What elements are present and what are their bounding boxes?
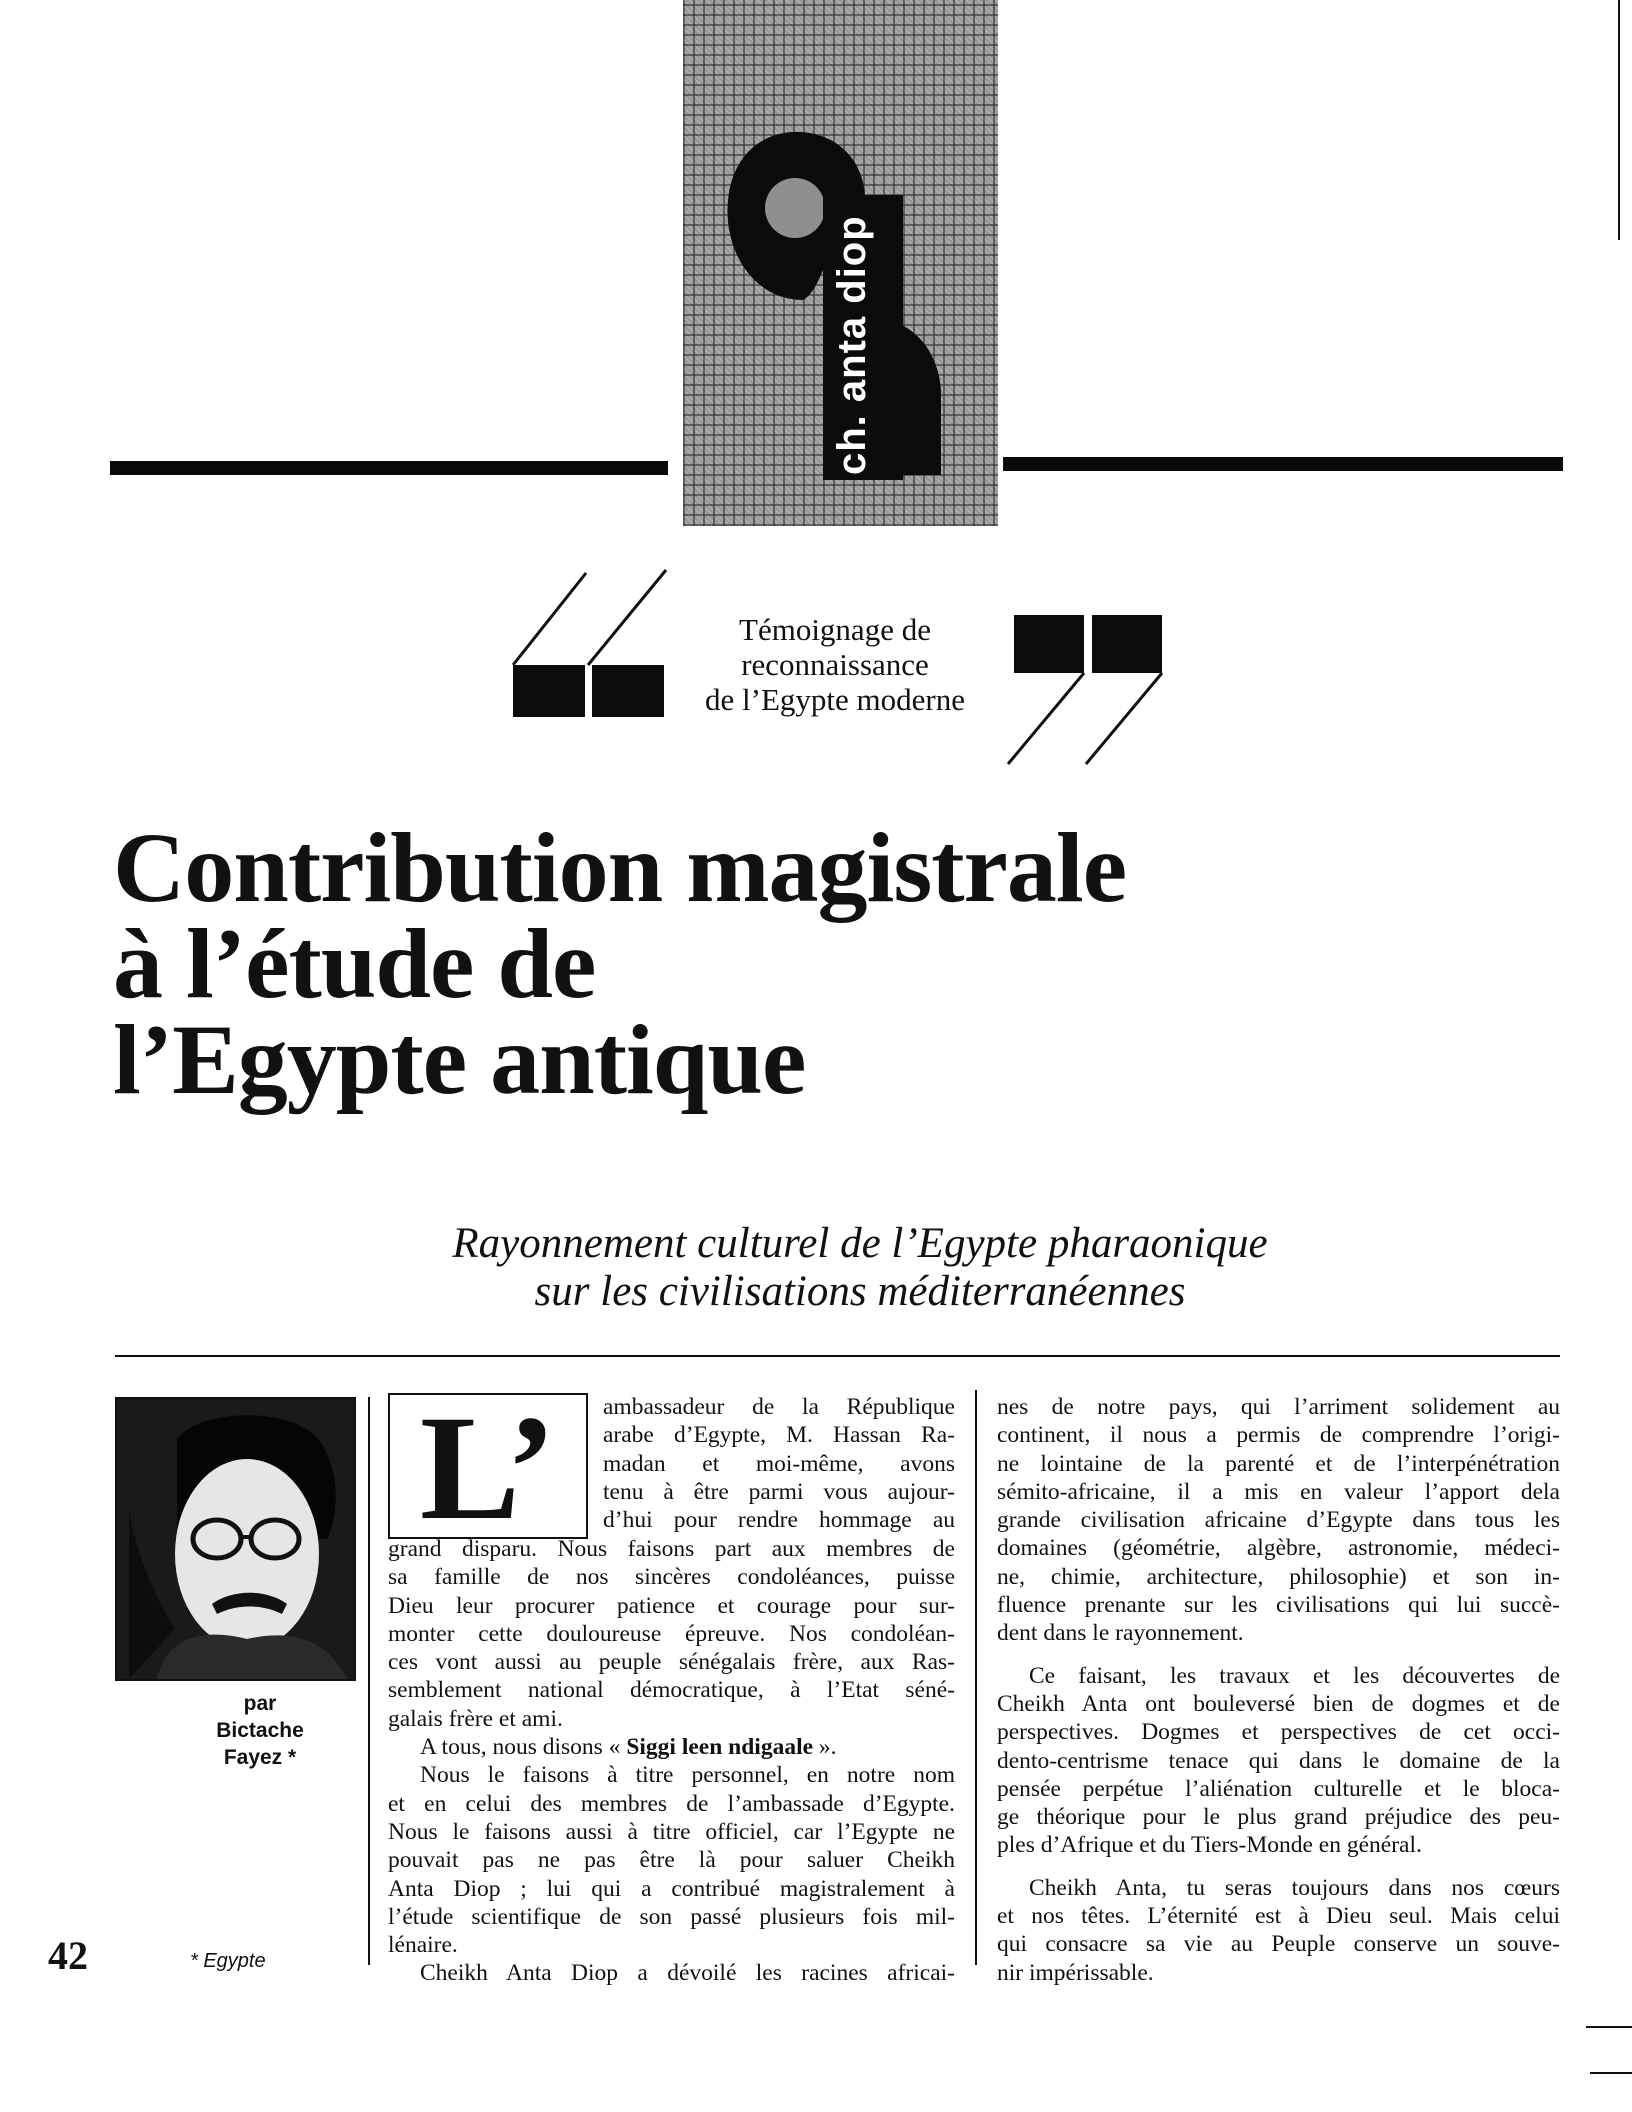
text-line: et en celui des membres de l’ambassade d’Egypte. <box>388 1790 955 1817</box>
text-line: ge théorique pour le plus grand préjudice des peu- <box>997 1804 1560 1831</box>
column-rule-2 <box>975 1390 977 1965</box>
text-line: et nos têtes. L’éternité est à Dieu seul. Mais celui <box>997 1903 1560 1930</box>
text-line: Nous le faisons aussi à titre officiel, car l’Egypte ne <box>388 1818 955 1845</box>
page-edge-mark <box>1586 2026 1632 2028</box>
dropcap-box <box>388 1385 588 1551</box>
header-rule-right <box>1003 457 1563 471</box>
text-line: Dieu leur procurer patience et courage pour sur- <box>388 1592 955 1619</box>
salutation-text: A tous, nous disons « <box>420 1734 627 1761</box>
text-line: Cheikh Anta, tu seras toujours dans nos cœurs <box>1029 1874 1560 1901</box>
text-line: dento-centrisme tenace qui dans le domaine de la <box>997 1747 1560 1774</box>
text-line: ne, chimie, architecture, philosophie) et son in- <box>997 1563 1560 1590</box>
text-line: dent dans le rayonnement. <box>997 1620 1244 1647</box>
subtitle-line: Rayonnement culturel de l’Egypte pharaonique <box>452 1220 1268 1267</box>
column-1-top <box>603 1393 955 1534</box>
text-line: sa famille de nos sincères condoléances, puisse <box>388 1564 955 1591</box>
text-line: sémito-africaine, il a mis en valeur l’apport dela <box>997 1478 1560 1505</box>
quote-text <box>675 612 995 717</box>
header-rule-left <box>110 461 668 475</box>
headline-line: Contribution magistrale <box>113 812 1127 923</box>
text-line: continent, il nous a permis de comprendre l’origi- <box>997 1422 1560 1449</box>
text-line: perspectives. Dogmes et perspectives de cet occi- <box>997 1719 1560 1746</box>
byline-prefix: par <box>243 1692 277 1715</box>
text-line: l’étude scientifique de son passé plusieurs fois mil- <box>388 1903 955 1930</box>
section-divider <box>115 1355 1560 1357</box>
close-quote-mark-icon <box>1000 612 1170 772</box>
author-photo <box>115 1397 356 1681</box>
wolof-phrase: Siggi leen ndigaale <box>626 1734 814 1761</box>
text-line: domaines (géométrie, algèbre, astronomie, médeci- <box>997 1535 1560 1562</box>
column-rule-1 <box>368 1397 370 1965</box>
text-line: Cheikh Anta Diop a dévoilé les racines africai- <box>420 1960 955 1987</box>
text-line: semblement national démocratique, à l’Etat séné- <box>388 1677 955 1704</box>
text-line: grand disparu. Nous faisons part aux membres de <box>388 1536 955 1562</box>
quote-line: reconnaissance <box>741 647 929 682</box>
column-2-body <box>997 1393 1560 1987</box>
headline-line: l’Egypte antique <box>113 1004 806 1115</box>
text-line: ples d’Afrique et du Tiers-Monde en général. <box>997 1832 1422 1859</box>
text-line: pouvait pas ne pas être là pour saluer Cheikh <box>388 1847 955 1874</box>
author-name: Fayez * <box>223 1746 297 1769</box>
text-line: madan et moi-même, avons <box>603 1450 955 1477</box>
text-line: nes de notre pays, qui l’arriment solidement au <box>997 1394 1560 1420</box>
page-number: 42 <box>48 1933 88 1978</box>
text-line: nir impérissable. <box>997 1959 1154 1986</box>
headline <box>113 812 1213 1115</box>
text-line: monter cette douloureuse épreuve. Nos condoléan- <box>388 1620 955 1647</box>
text-line: arabe d’Egypte, M. Hassan Ra- <box>603 1422 955 1449</box>
text-line: ces vont aussi au peuple sénégalais frère, aux Ras- <box>388 1649 955 1676</box>
headline-line: à l’étude de <box>113 908 596 1019</box>
text-line: qui consacre sa vie au Peuple conserve un souve- <box>997 1931 1560 1958</box>
quote-line: Témoignage de <box>739 612 931 647</box>
text-line: grande civilisation africaine d’Egypte dans tous les <box>997 1507 1560 1534</box>
text-line: tenu à être parmi vous aujour- <box>603 1478 955 1505</box>
text-line: pensée perpétue l’aliénation culturelle et le bloca- <box>997 1775 1560 1802</box>
text-line: Anta Diop ; lui qui a contribué magistralement à <box>388 1875 955 1902</box>
text-line: Nous le faisons à titre personnel, en notre nom <box>420 1762 955 1789</box>
salutation-end: ». <box>813 1734 837 1761</box>
text-line: Ce faisant, les travaux et les découvertes de <box>1029 1662 1560 1689</box>
author-name: Bictache <box>216 1719 304 1742</box>
salutation-line <box>388 1733 955 1761</box>
text-line: Cheikh Anta ont bouleversé bien de dogmes et de <box>997 1690 1560 1717</box>
page-edge-mark <box>1590 2072 1632 2074</box>
quote-line: de l’Egypte moderne <box>705 682 965 717</box>
subtitle-line: sur les civilisations méditerranéennes <box>534 1268 1186 1315</box>
page-edge-mark <box>1618 0 1620 240</box>
text-line: ne lointaine de la parenté et de l’interpénétration <box>997 1450 1560 1477</box>
dropcap-letter: L’ <box>419 1385 557 1551</box>
text-line: d’hui pour rendre hommage au <box>603 1507 955 1534</box>
text-line: galais frère et ami. <box>388 1705 563 1732</box>
text-line: fluence prenante sur les civilisations qui lui succè- <box>997 1592 1560 1619</box>
text-line: ambassadeur de la République <box>603 1394 955 1420</box>
text-line: lénaire. <box>388 1932 458 1959</box>
footnote: * Egypte <box>190 1950 266 1972</box>
byline <box>150 1690 370 1771</box>
subtitle <box>300 1220 1420 1316</box>
banner-vertical-title: ch. anta diop <box>830 215 874 475</box>
column-1-body <box>388 1535 955 1988</box>
open-quote-mark-icon <box>508 565 678 725</box>
